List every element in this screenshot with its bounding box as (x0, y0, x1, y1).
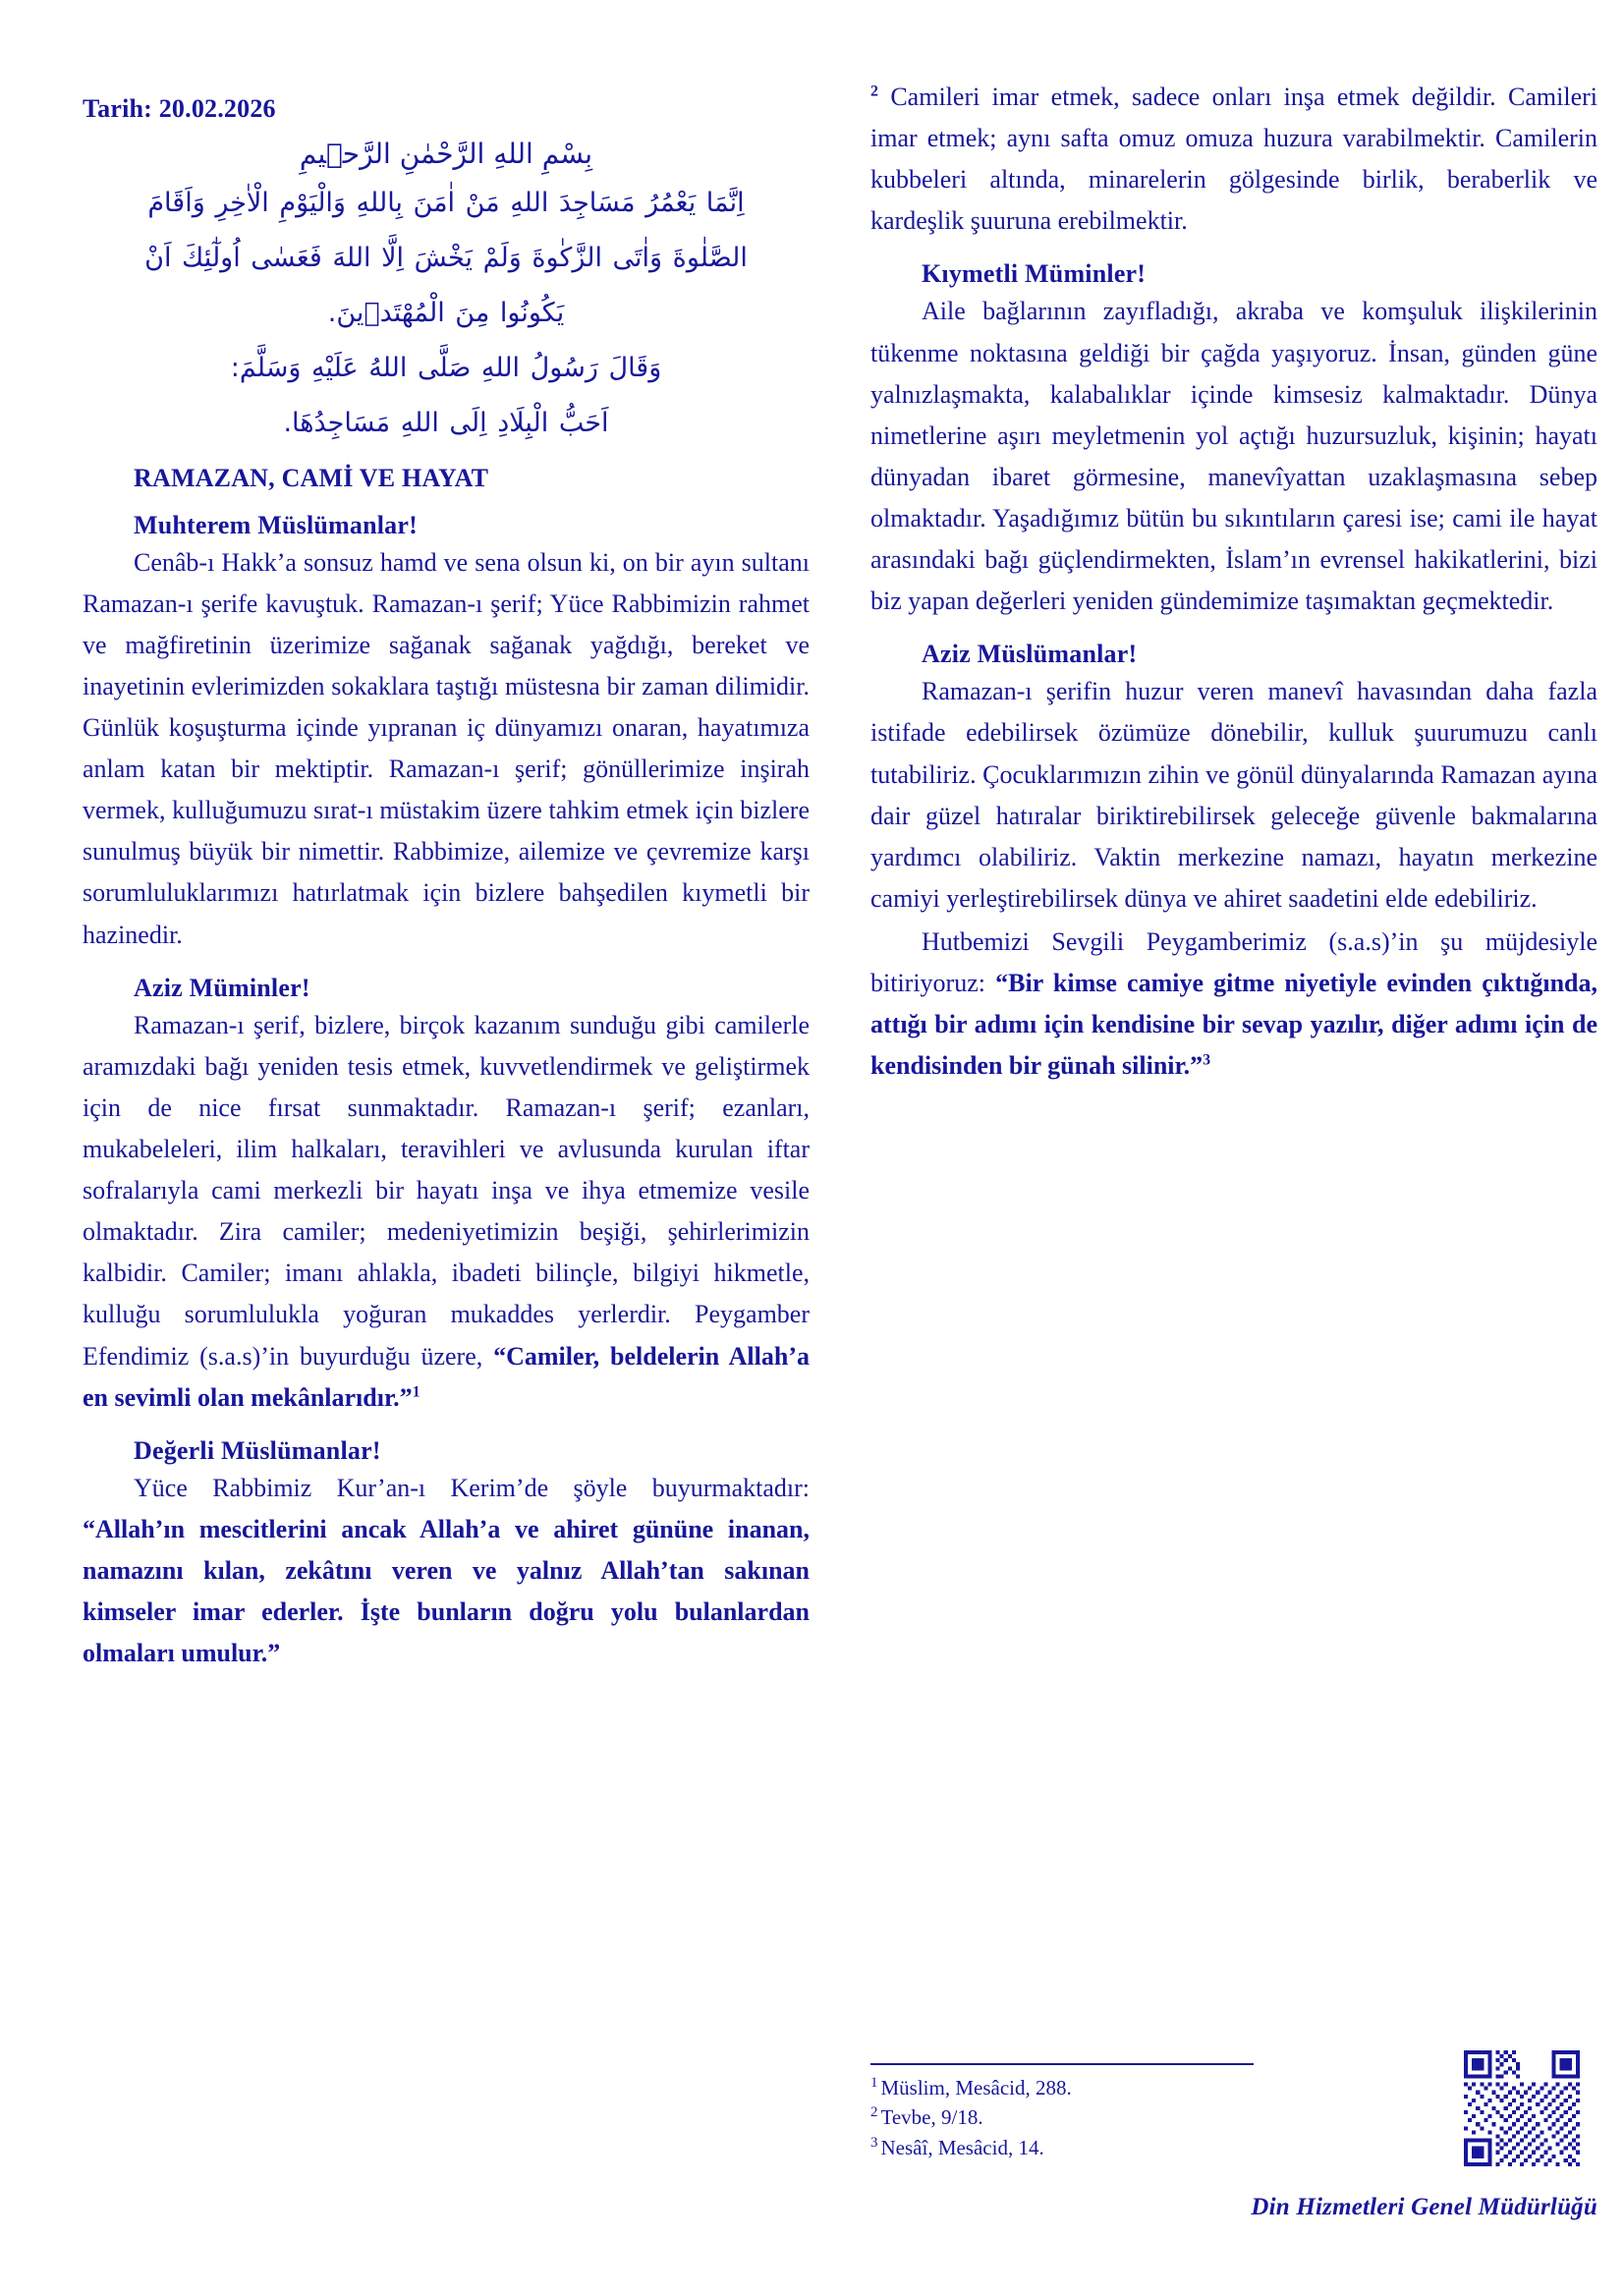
page-title: RAMAZAN, CAMİ VE HAYAT (134, 463, 489, 492)
paragraph-3-rest: Camileri imar etmek, sadece onları inşa etmek değildir. Camileri imar etmek; aynı safta omuz omuza huzura varabilmektir. Camilerin kubbeleri altında, minarelerin gölgesinde birlik, beraberlik ve kardeşlik şuuruna erebilmektir. (870, 83, 1597, 236)
paragraph-6 (870, 922, 1597, 1087)
footnote-2-number: 2 (870, 2104, 878, 2121)
paragraph-3-quote: “Allah’ın mescitlerini ancak Allah’a ve ahiret gününe inanan, namazını kılan, zekâtını veren ve yalnız Allah’tan sakınan kimseler imar ederler. İşte bunların doğru yolu bulanlardan olmaları umulur.” (83, 1514, 810, 1668)
footnote-2 (870, 2102, 1283, 2132)
paragraph-2-text: Ramazan-ı şerif, bizlere, birçok kazanım sunduğu gibi camilerle aramızdaki bağı yeniden tesis etmek, kuvvetlendirmek ve geliştirmek için de nice fırsat sunmaktadır. Ramazan-ı şerif; ezanları, mukabeleleri, ilim halkaları, teravihleri ve avlusunda kurulan iftar sofralarıyla cami merkezli bir hayatı inşa ve ihya etmemize vesile olmaktadır. Zira camiler; medeniyetimizin beşiği, şehirlerimizin kalbidir. Camiler; imanı ahlakla, ibadeti bilinçle, bilgiyi hikmetle, kulluğu sorumlulukla yoğuran mukaddes yerlerdir. Peygamber Efendimiz (s.a.s)’in buyurduğu üzere, (83, 1010, 810, 1371)
footnote-1-text: Müslim, Mesâcid, 288. (880, 2075, 1072, 2100)
basmala-text: بِسْمِ اللهِ الرَّحْمٰنِ الرَّحٖيمِ (299, 138, 593, 170)
footnote-1 (870, 2073, 1283, 2102)
footnote-ref-2: 2 (870, 83, 878, 100)
footnote-2-text: Tevbe, 9/18. (880, 2105, 983, 2130)
heading-kiymetli-muminler: Kıymetli Müminler! (922, 259, 1147, 289)
left-column (83, 77, 810, 2257)
footnote-ref-1: 1 (412, 1383, 420, 1401)
arabic-hadith-text: اَحَبُّ الْبِلَادِ اِلَى اللهِ مَسَاجِدُهَا. (283, 407, 609, 438)
footnote-3-text: Nesâî, Mesâcid, 14. (880, 2135, 1044, 2159)
paragraph-1: Cenâb-ı Hakk’a sonsuz hamd ve sena olsun ki, on bir ayın sultanı Ramazan-ı şerife kavuştuk. Ramazan-ı şerif; Yüce Rabbimizin rahmet ve mağfiretinin üzerimize sağanak sağanak yağdığı, bereket ve inayetinin evlerimizden sokaklara taştığı müstesna bir zaman dilimidir. Günlük koşuşturma içinde yıpranan iç dünyamızı onaran, hayatımıza anlam katan bir mektiptir. Ramazan-ı şerif; gönüllerimize inşirah vermek, kulluğumuzu sırat-ı müstakim üzere tahkim etmek için bizlere sunulmuş büyük bir nimettir. Rabbimize, ailemize ve çevremize karşı sorumluluklarımızı hatırlatmak için bizlere bahşedilen kıymetli bir hazinedir. (83, 547, 810, 949)
qr-code-icon (1464, 2050, 1580, 2166)
paragraph-3-intro: Yüce Rabbimiz Kur’an-ı Kerim’de şöyle buyurmaktadır: (134, 1473, 810, 1502)
paragraph-3-continued (870, 77, 1597, 242)
footnote-1-number: 1 (870, 2074, 878, 2091)
paragraph-3-start (83, 1468, 810, 1675)
footnote-divider (870, 2063, 1254, 2065)
footnote-ref-3: 3 (1203, 1051, 1211, 1069)
arabic-verse-line-3: يَكُونُوا مِنَ الْمُهْتَدٖينَ. (327, 297, 565, 328)
arabic-verse-line-1: اِنَّمَا يَعْمُرُ مَسَاجِدَ اللهِ مَنْ اٰمَنَ بِاللهِ وَالْيَوْمِ الْاٰخِرِ وَاَقَامَ (147, 187, 745, 218)
arabic-verse-line-2: الصَّلٰوةَ وَاٰتَى الزَّكٰوةَ وَلَمْ يَخْشَ اِلَّا اللهَ فَعَسٰى اُولٰٓئِكَ اَنْ (144, 242, 748, 273)
paragraph-6-quote: “Bir kimse camiye gitme niyetiyle evinden çıktığında, attığı bir adımı için kendisine bir sevap yazılır, diğer adımı için de kendisinden bir günah silinir.” (870, 969, 1597, 1081)
right-column (870, 77, 1597, 2257)
footnote-3 (870, 2133, 1283, 2162)
paragraph-2-quote: “Camiler, beldelerin Allah’a en sevimli olan mekânlarıdır.” (83, 1341, 811, 1412)
paragraph-6-intro: Hutbemizi Sevgili Peygamberimiz (s.a.s)’in şu müjdesiyle bitiriyoruz: (870, 926, 1597, 998)
arabic-hadith-intro: وَقَالَ رَسُولُ اللهِ صَلَّى اللهُ عَلَيْهِ وَسَلَّمَ: (230, 352, 662, 383)
signature-line: Din Hizmetleri Genel Müdürlüğü (1251, 2194, 1597, 2220)
heading-aziz-muminler: Aziz Müminler! (134, 973, 310, 1002)
paragraph-4: Aile bağlarının zayıfladığı, akraba ve komşuluk ilişkilerinin tükenme noktasına geldiği bir çağda yaşıyoruz. İnsan, günden güne yalnızlaşmakta, kalabalıklar içinde kimsesiz kalmaktadır. Dünya nimetlerine aşırı meyletmenin yol açtığı huzursuzluk, kişinin; hayatı dünyadan ibaret görmesine, manevîyattan uzaklaşmasına sebep olmaktadır. Yaşadığımız bütün bu sıkıntıların çaresi ise; cami ile hayat arasındaki bağı güçlendirmekten, İslam’ın evrensel hakikatlerini, bizi biz yapan değerleri yeniden gündemimize taşımaktan geçmektedir. (870, 297, 1597, 616)
heading-degerli-muslumanlar: Değerli Müslümanlar! (134, 1435, 381, 1465)
paragraph-5: Ramazan-ı şerifin huzur veren manevî havasından daha fazla istifade edebilirsek özümüze dönebilir, kulluk şuurumuzu canlı tutabiliriz. Çocuklarımızın zihin ve gönül dünyalarında Ramazan ayına dair güzel hatıralar biriktirebilirsek geleceğe güvenle bakmalarına yardımcı olabiliriz. Vaktin merkezine namazı, hayatın merkezine camiyi yerleştirebilirsek dünya ve ahiret saadetini elde edebiliriz. (870, 677, 1597, 913)
footnote-3-number: 3 (870, 2134, 878, 2151)
paragraph-2 (83, 1005, 810, 1419)
heading-muhterem-muslumanlar: Muhterem Müslümanlar! (134, 510, 418, 539)
heading-aziz-muslumanlar: Aziz Müslümanlar! (922, 640, 1138, 669)
date-label: Tarih: 20.02.2026 (83, 94, 276, 123)
footnotes-block (870, 2063, 1283, 2162)
two-column-layout (83, 77, 1597, 2257)
